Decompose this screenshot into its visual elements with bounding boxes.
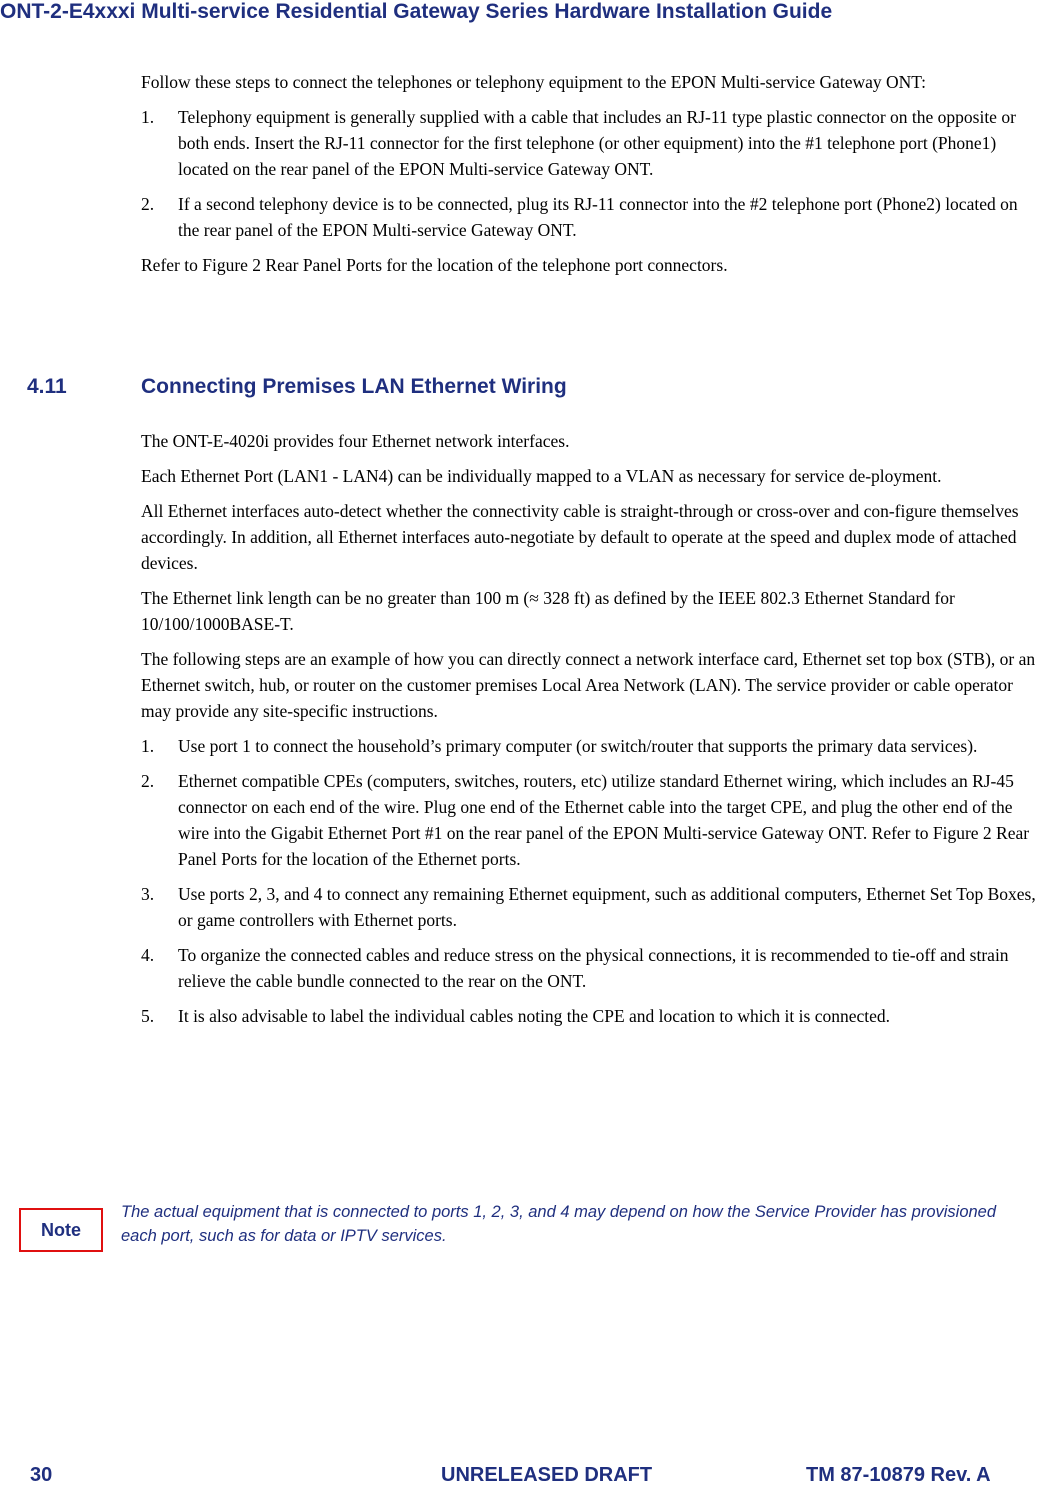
paragraph: The Ethernet link length can be no greater than 100 m (≈ 328 ft) as defined by the IEEE 802.3 Ethernet Standard for 10/100/1000BASE-T. (141, 588, 955, 634)
intro-refer: Refer to Figure 2 Rear Panel Ports for the location of the telephone port connectors. (141, 255, 728, 275)
paragraph: The ONT-E-4020i provides four Ethernet network interfaces. (141, 431, 570, 451)
list-text: Telephony equipment is generally supplied with a cable that includes an RJ-11 type plastic connector on the opposite or both ends. Insert the RJ-11 connector for the first telephone (or other equipment) into the #1 telephone port (Phone1) located on the rear panel of the EPON Multi-service Gateway ONT. (178, 107, 1016, 179)
paragraph: All Ethernet interfaces auto-detect whether the connectivity cable is straight-through or cross-over and con-figure themselves accordingly. In addition, all Ethernet interfaces auto-negotiate by default to operate at the speed and duplex mode of attached devices. (141, 501, 1019, 573)
list-text: To organize the connected cables and reduce stress on the physical connections, it is recommended to tie-off and strain relieve the cable bundle connected to the rear on the ONT. (178, 945, 1009, 991)
section-heading (27, 375, 567, 399)
intro-block (141, 69, 1039, 278)
paragraph: Each Ethernet Port (LAN1 - LAN4) can be individually mapped to a VLAN as necessary for service de-ployment. (141, 466, 942, 486)
lan-step-item (141, 768, 1039, 872)
page-header-title: ONT-2-E4xxxi Multi-service Residential Gateway Series Hardware Installation Guide (0, 0, 833, 23)
footer-page-number: 30 (30, 1464, 53, 1486)
lan-step-item (141, 881, 1039, 933)
section-body (141, 428, 1039, 1029)
list-number: 1. (141, 736, 155, 756)
lan-step-item (141, 733, 1039, 759)
list-number: 2. (141, 194, 155, 214)
list-text: It is also advisable to label the individual cables noting the CPE and location to which it is connected. (178, 1006, 890, 1026)
list-number: 1. (141, 107, 155, 127)
list-text: Use port 1 to connect the household’s primary computer (or switch/router that supports the primary data services). (178, 736, 978, 756)
list-text: If a second telephony device is to be connected, plug its RJ-11 connector into the #2 telephone port (Phone2) located on the rear panel of the EPON Multi-service Gateway ONT. (178, 194, 1018, 240)
intro-step-item (141, 191, 1039, 243)
section-title: Connecting Premises LAN Ethernet Wiring (141, 375, 567, 398)
intro-step-item (141, 104, 1039, 182)
footer-draft-status: UNRELEASED DRAFT (441, 1464, 653, 1486)
list-number: 2. (141, 771, 155, 791)
list-number: 4. (141, 945, 155, 965)
list-number: 3. (141, 884, 155, 904)
list-text: Ethernet compatible CPEs (computers, switches, routers, etc) utilize standard Ethernet wiring, which includes an RJ-45 connector on each end of the wire. Plug one end of the Ethernet cable into the target CPE, and plug the other end of the wire into the Gigabit Ethernet Port #1 on the rear panel of the EPON Multi-service Gateway ONT. Refer to Figure 2 Rear Panel Ports for the location of the Ethernet ports. (178, 771, 1030, 869)
lan-step-item (141, 1003, 1039, 1029)
intro-lead: Follow these steps to connect the telephones or telephony equipment to the EPON Multi-service Gateway ONT: (141, 72, 926, 92)
list-number: 5. (141, 1006, 155, 1026)
list-text: Use ports 2, 3, and 4 to connect any remaining Ethernet equipment, such as additional computers, Ethernet Set Top Boxes, or game controllers with Ethernet ports. (178, 884, 1036, 930)
lan-step-item (141, 942, 1039, 994)
section-number: 4.11 (27, 375, 67, 398)
paragraph: The following steps are an example of how you can directly connect a network interface card, Ethernet set top box (STB), or an Ethernet switch, hub, or router on the customer premises Local Area Network (LAN). The service provider or cable operator may provide any site-specific instructions. (141, 649, 1036, 721)
note-text: The actual equipment that is connected to ports 1, 2, 3, and 4 may depend on how the Service Provider has provisioned each port, such as for data or IPTV services. (121, 1203, 997, 1245)
note-label-box: Note (19, 1208, 103, 1252)
footer-doc-id: TM 87-10879 Rev. A (806, 1464, 991, 1486)
